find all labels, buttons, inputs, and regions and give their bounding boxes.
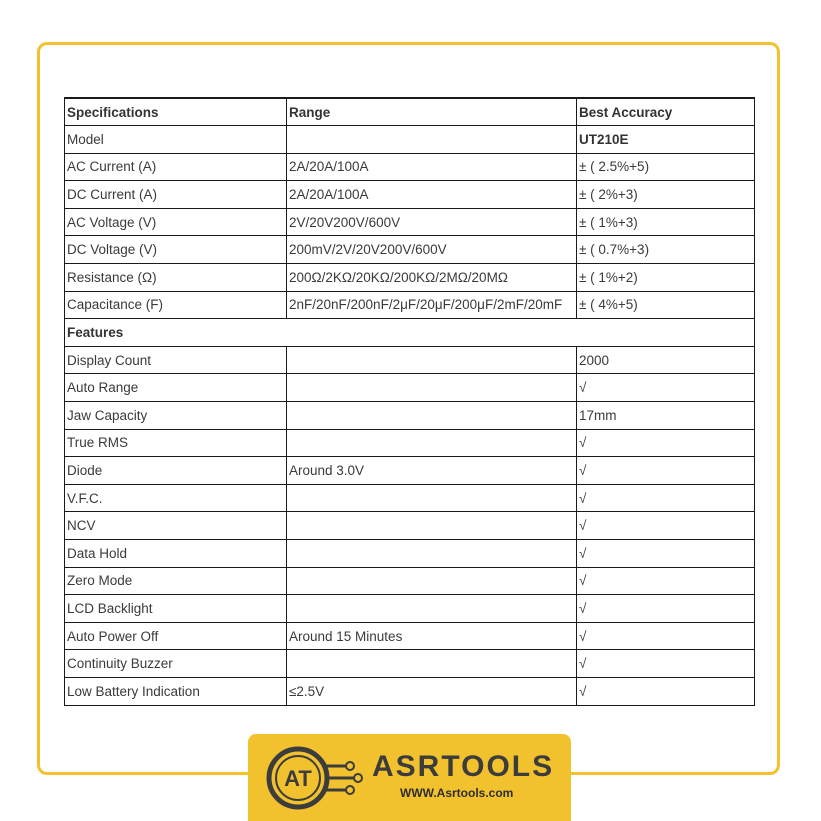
feature-cell: Display Count	[65, 346, 287, 374]
range-cell: 200Ω/2KΩ/20KΩ/200KΩ/2MΩ/20MΩ	[287, 264, 577, 292]
value-cell: √	[577, 457, 755, 485]
header-range: Range	[287, 98, 577, 126]
feature-cell: Data Hold	[65, 540, 287, 568]
value-cell: √	[577, 650, 755, 678]
spec-cell: Model	[65, 126, 287, 154]
feature-cell: Continuity Buzzer	[65, 650, 287, 678]
value-cell: √	[577, 540, 755, 568]
range-cell: 2V/20V200V/600V	[287, 208, 577, 236]
feature-cell: NCV	[65, 512, 287, 540]
value-cell: 2000	[577, 346, 755, 374]
range-cell	[287, 567, 577, 595]
value-cell: √	[577, 374, 755, 402]
accuracy-cell: ± ( 1%+2)	[577, 264, 755, 292]
spec-cell: DC Current (A)	[65, 181, 287, 209]
value-cell: √	[577, 677, 755, 705]
spec-cell: AC Current (A)	[65, 153, 287, 181]
feature-cell: Auto Range	[65, 374, 287, 402]
brand-url: WWW.Asrtools.com	[400, 786, 514, 800]
accuracy-cell: ± ( 2%+3)	[577, 181, 755, 209]
value-cell: √	[577, 512, 755, 540]
table-row	[65, 291, 755, 319]
range-cell: 2A/20A/100A	[287, 181, 577, 209]
table-row	[65, 181, 755, 209]
feature-cell: Zero Mode	[65, 567, 287, 595]
feature-cell: LCD Backlight	[65, 595, 287, 623]
range-cell: 200mV/2V/20V200V/600V	[287, 236, 577, 264]
table-row	[65, 677, 755, 705]
accuracy-cell: ± ( 4%+5)	[577, 291, 755, 319]
table-row	[65, 264, 755, 292]
table-row	[65, 126, 755, 154]
range-cell	[287, 484, 577, 512]
table-row	[65, 374, 755, 402]
features-section-row	[65, 319, 755, 347]
table-row	[65, 595, 755, 623]
feature-cell: Auto Power Off	[65, 622, 287, 650]
value-cell: √	[577, 429, 755, 457]
accuracy-cell: ± ( 1%+3)	[577, 208, 755, 236]
value-cell: 17mm	[577, 402, 755, 430]
table-row	[65, 457, 755, 485]
range-cell: ≤2.5V	[287, 677, 577, 705]
table-row	[65, 402, 755, 430]
accuracy-cell: UT210E	[577, 126, 755, 154]
value-cell: √	[577, 595, 755, 623]
brand-banner	[248, 734, 571, 821]
table-row	[65, 153, 755, 181]
table-row	[65, 512, 755, 540]
spec-cell: DC Voltage (V)	[65, 236, 287, 264]
feature-cell: True RMS	[65, 429, 287, 457]
accuracy-cell: ± ( 2.5%+5)	[577, 153, 755, 181]
spec-cell: Capacitance (F)	[65, 291, 287, 319]
range-cell	[287, 650, 577, 678]
brand-name: ASRTOOLS	[372, 750, 555, 783]
table-row	[65, 540, 755, 568]
range-cell: Around 15 Minutes	[287, 622, 577, 650]
value-cell: √	[577, 622, 755, 650]
range-cell	[287, 540, 577, 568]
table-row	[65, 236, 755, 264]
table-row	[65, 567, 755, 595]
range-cell	[287, 126, 577, 154]
header-best-accuracy: Best Accuracy	[577, 98, 755, 126]
header-specifications: Specifications	[65, 98, 287, 126]
spec-cell: AC Voltage (V)	[65, 208, 287, 236]
range-cell: Around 3.0V	[287, 457, 577, 485]
feature-cell: Diode	[65, 457, 287, 485]
feature-cell: Jaw Capacity	[65, 402, 287, 430]
table-row	[65, 650, 755, 678]
range-cell: 2nF/20nF/200nF/2μF/20μF/200μF/2mF/20mF	[287, 291, 577, 319]
table-row	[65, 429, 755, 457]
range-cell	[287, 512, 577, 540]
table-row	[65, 346, 755, 374]
spec-table-container	[64, 97, 755, 724]
spec-cell: Resistance (Ω)	[65, 264, 287, 292]
logo-mark-text: AT	[284, 766, 312, 791]
feature-cell: V.F.C.	[65, 484, 287, 512]
asrtools-logo-icon	[262, 742, 370, 814]
value-cell: √	[577, 484, 755, 512]
range-cell	[287, 374, 577, 402]
accuracy-cell: ± ( 0.7%+3)	[577, 236, 755, 264]
table-header-row	[65, 98, 755, 126]
range-cell	[287, 402, 577, 430]
range-cell	[287, 346, 577, 374]
table-row	[65, 208, 755, 236]
spec-table	[64, 97, 755, 706]
table-row	[65, 484, 755, 512]
range-cell	[287, 429, 577, 457]
feature-cell: Low Battery Indication	[65, 677, 287, 705]
range-cell: 2A/20A/100A	[287, 153, 577, 181]
value-cell: √	[577, 567, 755, 595]
range-cell	[287, 595, 577, 623]
table-row	[65, 622, 755, 650]
features-heading: Features	[65, 319, 755, 347]
